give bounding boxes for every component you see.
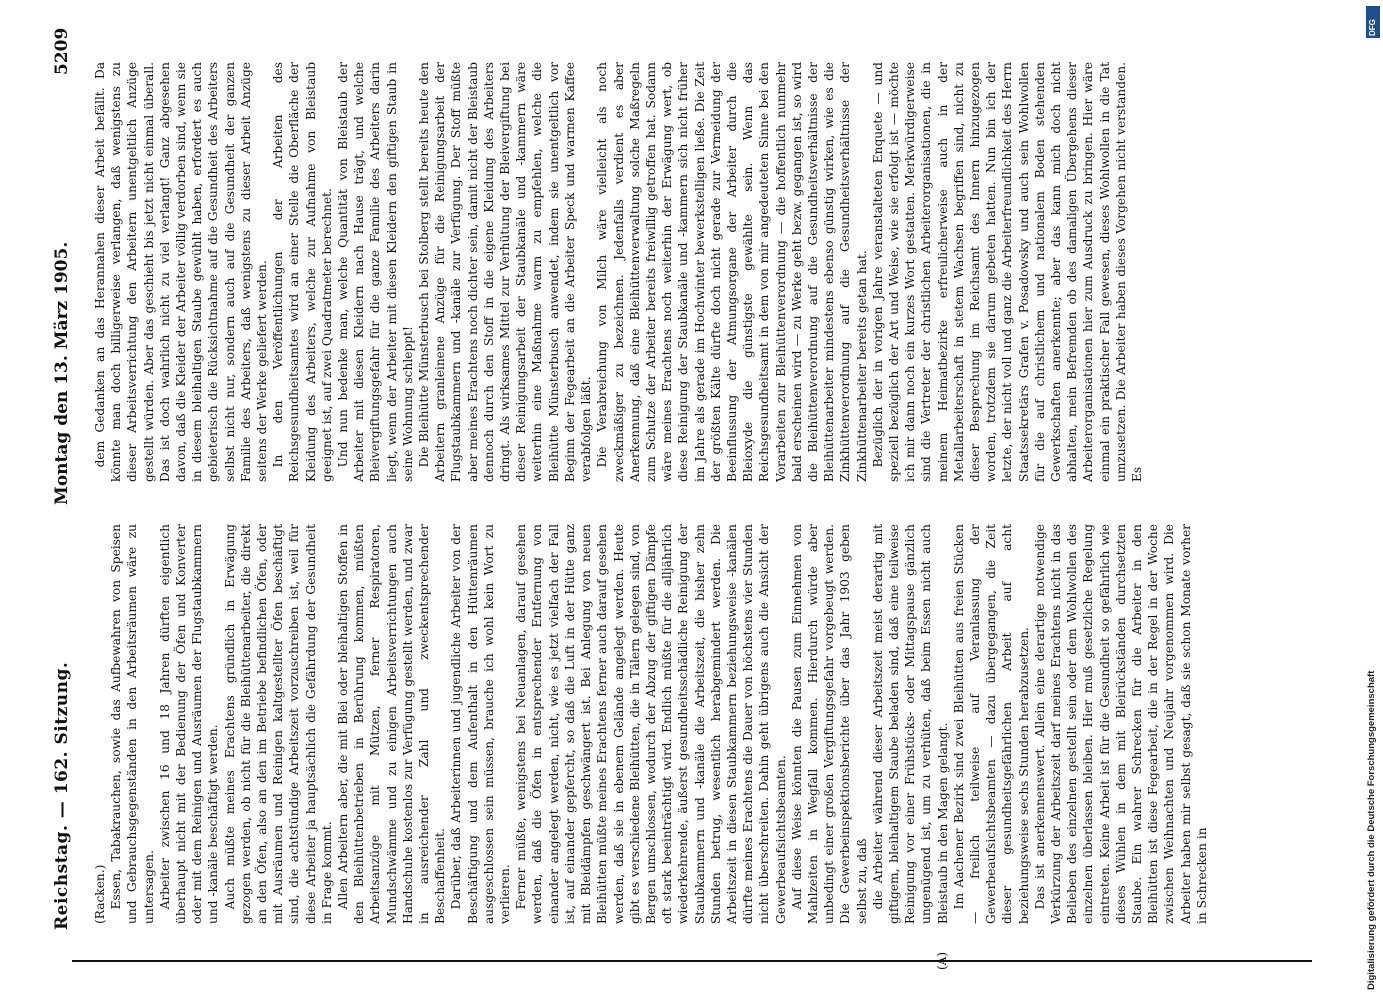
margin-marker-a: (A) — [935, 951, 949, 970]
text-column-left — [92, 524, 1210, 924]
paragraph: Arbeiter zwischen 16 und 18 Jahren dürften eigentlich überhaupt nicht mit der Bedienung der Öfen und Konverter oder mit dem Reinigen und Ausräumen der Flugstaubkammern und -kanäle beschäftigt werden. — [157, 524, 221, 924]
paragraph: die Arbeiter während dieser Arbeitszeit meist derartig mit giftigem, bleihaltigem Staube beladen sind, daß eine teilweise Reinigung vor einer Frühstücks- oder Mittagspause gänzlich ungenügend ist, um zu verhüten, daß beim Essen nicht auch Bleistaub in den Magen gelangt. — [870, 524, 950, 924]
paragraph: Die Verabreichung von Milch wäre vielleicht als noch zweckmäßiger zu bezeichnen. Jedenfalls verdient es aber Anerkennung, daß eine Bleihüttenverwaltung solche Maßregeln zum Schutze der Arbeiter bereits freiwillig getroffen hat. Sodann wäre meines Erachtens noch weiterhin der Erwägung wert, ob diese Reinigung der Staubkanäle und -kammern sich nicht früher im Jahre als gerade im Hochwinter bewerkstelligen ließe. Die Zeit der größten Kälte dürfte doch nicht gerade zur Vermeidung der Beeinflussung der Atmungsorgane der Arbeiter durch die Bleioxyde die günstigste gewählte sein. Wenn das Reichsgesundheitsamt in dem von mir angedeuteten Sinne bei den Vorarbeiten zur Bleihüttenverordnung — die hoffentlich nunmehr bald erscheinen wird — zu Werke geht bezw. gegangen ist, so wird die Bleihüttenverordnung auf die Gesundheitsverhältnisse der Bleihüttenarbeiter mindestens ebenso günstig wirken, wie es die Zinkhüttenverordnung auf die Gesundheitsverhältnisse der Zinkhüttenarbeiter bereits getan hat. — [595, 62, 869, 482]
dfg-logo-text: DFG — [1368, 19, 1377, 36]
paragraph: Im Aachener Bezirk sind zwei Bleihütten aus freien Stücken — freilich teilweise auf Veranlassung der Gewerbeaufsichtsbeamten — dazu übergegangen, die Zeit dieser gesundheitsgefährlichen Arbeit auf acht beziehungsweise sechs Stunden herabzusetzen. — [951, 524, 1031, 924]
paragraph: Darüber, daß Arbeiterinnen und jugendliche Arbeiter von der Beschäftigung und dem Aufenthalt in den Hüttenräumen ausgeschlossen sein müssen, brauche ich wohl kein Wort zu verlieren. — [449, 524, 513, 924]
paragraph: Die Bleihütte Münsterbusch bei Stolberg stellt bereits heute den Arbeitern granleinene Anzüge für die Reinigungsarbeit der Flugstaubkammern und -kanäle zur Verfügung. Der Stoff müßte aber meines Erachtens noch dichter sein, damit nicht der Bleistaub dennoch durch den Stoff in die eigene Kleidung des Arbeiters dringt. Als wirksames Mittel zur Verhütung der Bleivergiftung bei dieser Reinigungsarbeit der Staubkanäle und -kammern wäre weiterhin eine Maßnahme warm zu empfehlen, welche die Bleihütte Münsterbusch anwendet, indem sie unentgeltlich vor Beginn der Fegearbeit an die Arbeiter Speck und warmen Kaffee verabfolgen läßt. — [417, 62, 594, 482]
paragraph: Auf diese Weise könnten die Pausen zum Einnehmen von Mahlzeiten in Wegfall kommen. Hierdurch würde aber unbedingt einer großen Vergiftungsgefahr vorgebeugt werden. Die Gewerbeinspektionsberichte über das Jahr 1903 geben selbst zu, daß — [789, 524, 869, 924]
paragraph: In den Veröffentlichungen der Arbeiten des Reichsgesundheitsamtes wird an einer Stelle die Oberfläche der Kleidung des Arbeiters, welche zur Aufnahme von Bleistaub geeignet ist, auf zwei Quadratmeter berechnet. — [271, 62, 334, 482]
page-header — [52, 0, 82, 1000]
digitization-credit — [1356, 0, 1376, 1000]
header-session: Reichstag. — 162. Sitzung. — [52, 661, 72, 930]
paragraph: Essen, Tabakrauchen, sowie das Aufbewahren von Speisen und Gebrauchsgegenständen in den Arbeitsräumen wäre zu untersagen. — [109, 524, 156, 924]
speaker-label: (Racken.) — [93, 864, 107, 924]
paragraph: Das ist anerkennenswert. Allein eine derartige notwendige Verkürzung der Arbeitszeit darf meines Erachtens nicht in das Belieben des einzelnen gestellt sein oder dem Wohlwollen des einzelnen überlassen bleiben. Hier muß gesetzliche Regelung eintreten. Keine Arbeit ist für die Gesundheit so gefährlich wie dieses Wühlen in dem mit Bleirückständen durchsetzten Staube. Ein wahrer Schrecken für die Arbeiter in den Bleihütten ist diese Fegearbeit, die in der Regel in der Woche zwischen Weihnachten und Neujahr vorgenommen wird. Die Arbeiter haben mir selbst gesagt, daß sie schon Monate vorher in Schrecken in — [1032, 524, 1209, 924]
paragraph: Allen Arbeitern aber, die mit Blei oder bleihaltigen Stoffen in den Bleihüttenbetrieben in Berührung kommen, müßten Arbeitsanzüge mit Mützen, ferner Respiratoren, Mundschwämme und zu einigen Arbeitsverrichtungen auch Handschuhe kostenlos zur Verfügung gestellt werden, und zwar in ausreichender Zahl und zweckentsprechender Beschaffenheit. — [336, 524, 448, 924]
paragraph: dem Gedanken an das Herannahen dieser Arbeit befällt. Da könnte man doch billigerweise verlangen, daß wenigstens zu dieser Arbeitsverrichtung den Arbeitern unentgeltlich Anzüge gestellt würden. Aber das geschieht bis jetzt nicht einmal überall. Das ist doch wahrlich nicht zu viel verlangt! Ganz abgesehen davon, daß die Kleider der Arbeiter völlig verdorben sind, wenn sie in diesem bleihaltigen Staube gewühlt haben, erfordert es auch gebieterisch die Rücksichtnahme auf die Gesundheit des Arbeiters selbst nicht nur, sondern auch auf die Gesundheit der ganzen Familie des Arbeiters, daß wenigstens zu dieser Arbeit Anzüge seitens der Werke geliefert werden. — [93, 62, 270, 482]
dfg-logo — [1366, 6, 1380, 38]
header-rule — [72, 960, 1312, 962]
paragraph: Auch müßte meines Erachtens gründlich in Erwägung gezogen werden, ob nicht für die Bleihüttenarbeiter, die direkt an den Öfen, also an den im Betriebe befindlichen Öfen, oder mit Ausräumen und Reinigen kaltgestellter Öfen beschäftigt sind, die achtstündige Arbeitszeit vorzuschreiben ist, weil für diese Arbeiter ja hauptsächlich die Gefährdung der Gesundheit in Frage kommt. — [222, 524, 334, 924]
header-date: Montag den 13. März 1905. — [52, 241, 72, 505]
paragraph: Und nun bedenke man, welche Quantität von Bleistaub der Arbeiter mit diesen Kleidern nach Hause trägt, und welche Bleivergiftungsgefahr für die ganze Familie des Arbeiters darin liegt, wenn der Arbeiter mit diesen Kleidern den giftigen Staub in seine Wohnung schleppt! — [336, 62, 415, 482]
paragraph: Ferner müßte, wenigstens bei Neuanlagen, darauf gesehen werden, daß die Öfen in entsprechender Entfernung von einander angelegt werden, nicht, wie es jetzt vielfach der Fall ist, auf einander gepfercht, so daß die Luft in der Hütte ganz mit Bleidämpfen geschwängert ist. Bei Anlegung von neuen Bleihütten müßte meines Erachtens ferner auch darauf gesehen werden, daß sie in ebenem Gelände angelegt werden. Heute gibt es verschiedene Bleihütten, die in Tälern gelegen sind, von Bergen umschlossen, wodurch der Abzug der giftigen Dämpfe oft stark beeinträchtigt wird. Endlich müßte für die alljährlich wiederkehrende, äußerst gesundheitsschädliche Reinigung der Staubkammern und -kanäle die Arbeitszeit, die bisher zehn Stunden betrug, wesentlich herabgemindert werden. Die Arbeitszeit in diesen Staubkammern beziehungsweise -kanälen dürfte meines Erachtens die Dauer von höchstens vier Stunden nicht überschreiten. Dahin geht übrigens auch die Ansicht der Gewerbeaufsichtsbeamten. — [514, 524, 788, 924]
credit-text: Digitalisierung gefördert durch die Deutsche Forschungsgemeinschaft — [1366, 670, 1377, 990]
paragraph: Bezüglich der in vorigen Jahre veranstalteten Enquete — und speziell bezüglich der Art und Weise, wie sie erfolgt ist — möchte ich mir dann noch ein kurzes Wort gestatten. Merkwürdigerweise sind die Vertreter der christlichen Arbeiterorganisationen, die in meinem Heimatbezirke erfreulicherweise auch in der Metallarbeiterschaft in stetem Wachsen begriffen sind, nicht zu dieser Besprechung im Reichsamt des Innern hinzugezogen worden, trotzdem sie darum gebeten hatten. Nun bin ich der letzte, der nicht voll und ganz die Arbeiterfreundlichkeit des Herrn Staatssekretärs Grafen v. Posadowsky und auch sein Wohlwollen für die auf christlichem und nationalem Boden stehenden Gewerkschaften anerkennte; aber das kann mich doch nicht abhalten, mein Befremden ob des damaligen Übergehens dieser Arbeiterorganisationen hier zum Ausdruck zu bringen. Hier wäre einmal ein praktischer Fall gewesen, dieses Wohlwollen in die Tat umzusetzen. Die Arbeiter haben dieses Vorgehen nicht verstanden. Es — [870, 62, 1144, 482]
text-column-right — [92, 62, 1145, 482]
header-page-number: 5209 — [52, 27, 72, 75]
